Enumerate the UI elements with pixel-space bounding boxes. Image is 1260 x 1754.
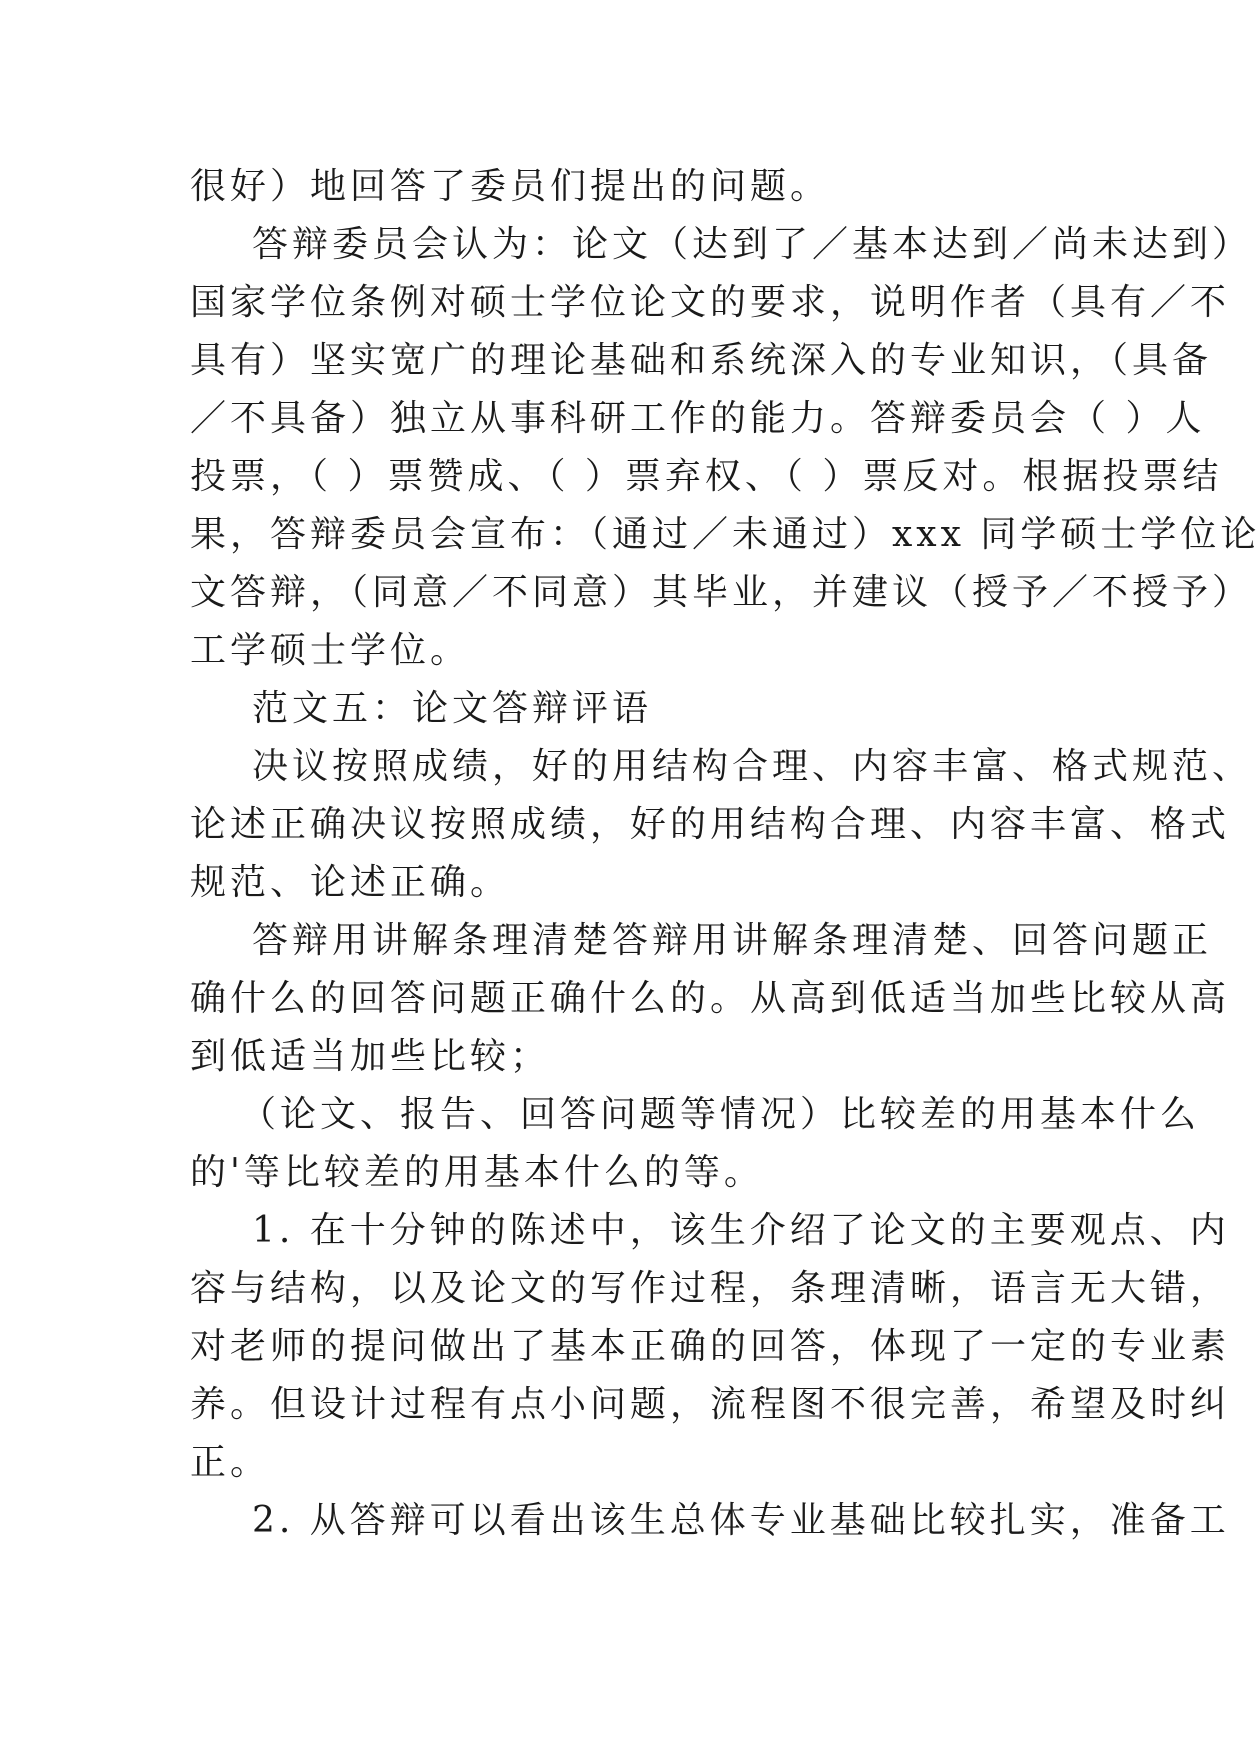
- text-line: 具有）坚实宽广的理论基础和系统深入的专业知识，（具备: [190, 340, 1213, 381]
- text-line: 容与结构，以及论文的写作过程，条理清晰，语言无大错，: [190, 1268, 1231, 1309]
- document-body: [190, 158, 1260, 1550]
- text-line: 国家学位条例对硕士学位论文的要求，说明作者（具有／不: [190, 282, 1231, 323]
- text-line: 规范、论述正确。: [190, 862, 511, 903]
- text-line: 文答辩，（同意／不同意）其毕业，并建议（授予／不授予）: [190, 572, 1253, 613]
- text-line: 论述正确决议按照成绩，好的用结构合理、内容丰富、格式: [190, 804, 1231, 845]
- text-line: 的'等比较差的用基本什么的等。: [190, 1152, 764, 1193]
- text-line: 确什么的回答问题正确什么的。从高到低适当加些比较从高: [190, 978, 1231, 1019]
- text-line: 到低适当加些比较；: [190, 1036, 551, 1077]
- text-line: ／不具备）独立从事科研工作的能力。答辩委员会（ ）人: [190, 398, 1206, 439]
- text-line: 对老师的提问做出了基本正确的回答，体现了一定的专业素: [190, 1326, 1231, 1367]
- text-line: 2. 从答辩可以看出该生总体专业基础比较扎实，准备工: [252, 1500, 1230, 1541]
- text-line: 答辩委员会认为：论文（达到了／基本达到／尚未达到）: [252, 224, 1253, 265]
- text-line: （论文、报告、回答问题等情况）比较差的用基本什么: [240, 1094, 1201, 1135]
- text-line: 养。但设计过程有点小问题，流程图不很完善，希望及时纠: [190, 1384, 1231, 1425]
- text-line: 投票，（ ）票赞成、（ ）票弃权、（ ）票反对。根据投票结: [190, 456, 1223, 497]
- text-line: 答辩用讲解条理清楚答辩用讲解条理清楚、回答问题正: [252, 920, 1213, 961]
- text-line: 工学硕士学位。: [190, 630, 471, 671]
- text-line: 正。: [190, 1442, 271, 1483]
- text-line: 很好）地回答了委员们提出的问题。: [190, 166, 831, 207]
- section-heading: 范文五：论文答辩评语: [252, 688, 653, 729]
- text-line: 果，答辩委员会宣布：（通过／未通过）xxx 同学硕士学位论: [190, 514, 1260, 555]
- text-line: 决议按照成绩，好的用结构合理、内容丰富、格式规范、: [252, 746, 1253, 787]
- text-line: 1. 在十分钟的陈述中，该生介绍了论文的主要观点、内: [252, 1210, 1230, 1251]
